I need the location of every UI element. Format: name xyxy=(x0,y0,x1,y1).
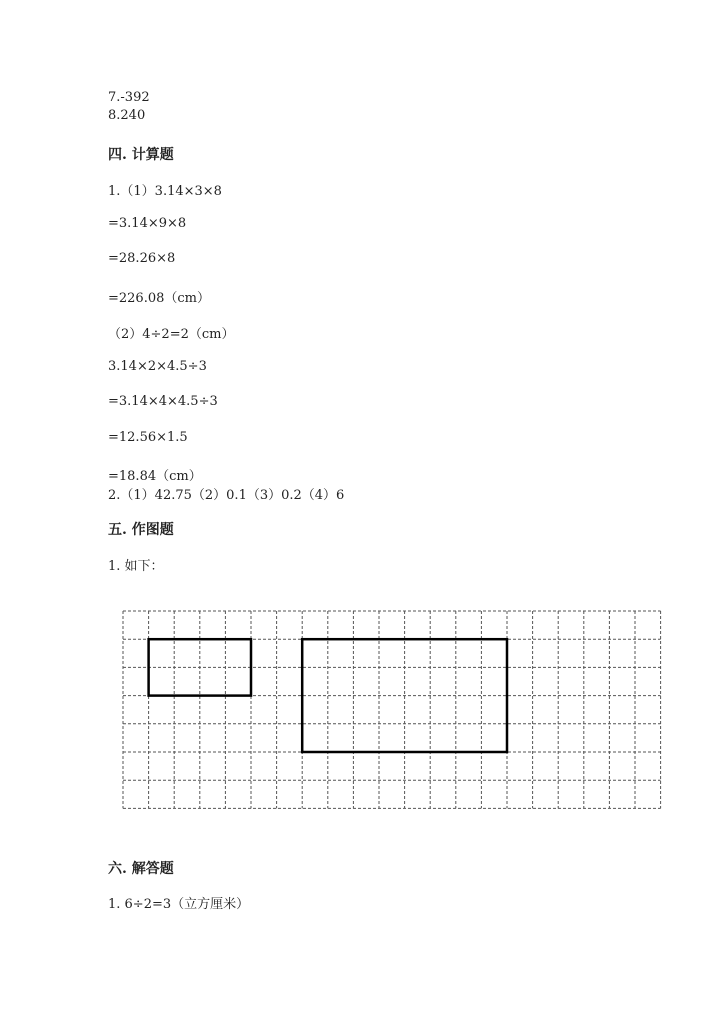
drawing-answer-line: 1. 如下： xyxy=(108,559,164,574)
section-4-title: 四. 计算题 xyxy=(108,147,174,163)
solution-line-1: 1. 6÷2=3（立方厘米） xyxy=(108,897,250,912)
calc-line-4: =226.08（cm） xyxy=(108,291,210,306)
section-5-title: 五. 作图题 xyxy=(108,522,174,538)
calc-line-6: 3.14×2×4.5÷3 xyxy=(108,359,207,374)
calc-line-9: =18.84（cm） xyxy=(108,469,202,484)
calc-line-1: 1.（1）3.14×3×8 xyxy=(108,184,222,199)
calc-line-5: （2）4÷2=2（cm） xyxy=(108,327,235,342)
calc-line-3: =28.26×8 xyxy=(108,251,176,266)
answer-7: 7.-392 xyxy=(108,90,150,105)
section-6-title: 六. 解答题 xyxy=(108,861,174,877)
calc-line-7: =3.14×4×4.5÷3 xyxy=(108,394,218,409)
calc-line-10: 2.（1）42.75（2）0.1（3）0.2（4）6 xyxy=(108,488,345,503)
calc-line-2: =3.14×9×8 xyxy=(108,216,187,231)
calc-line-8: =12.56×1.5 xyxy=(108,430,188,445)
answer-8: 8.240 xyxy=(108,108,146,123)
dotted-grid xyxy=(120,608,665,815)
